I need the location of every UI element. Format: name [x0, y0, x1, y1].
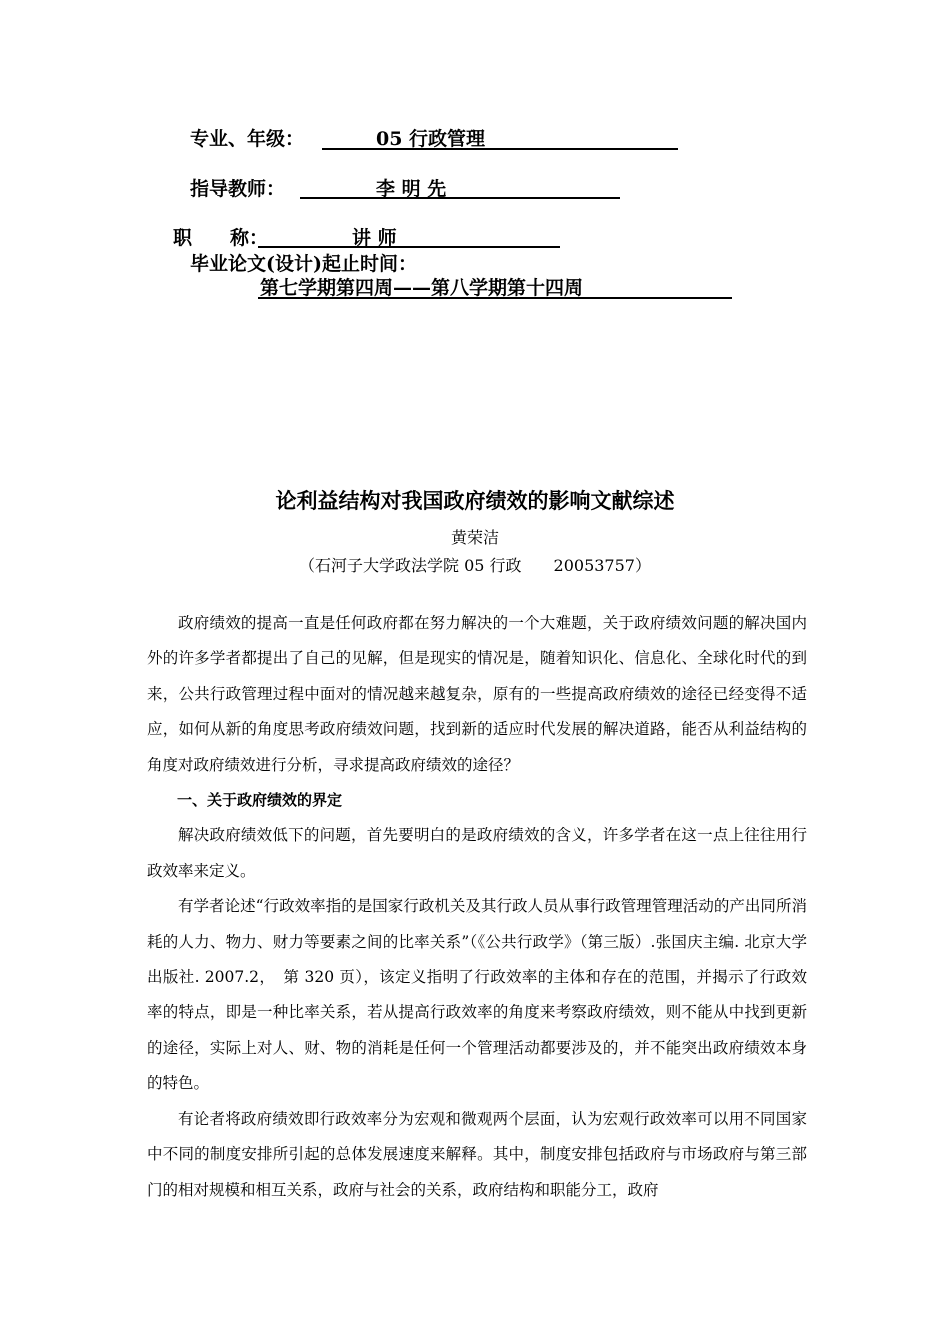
paragraph: 有学者论述“行政效率指的是国家行政机关及其行政人员从事行政管理管理活动的产出同所消耗的人力、物力、财力等要素之间的比率关系”（《公共行政学》（第三版）.张国庆主编. 北京大学出版社. 2007.2， 第 320 页），该定义指明了行政效率的主体和存在的范围，并揭示了行政效率的特点，即是一种比率关系，若从提高行政效率的角度来考察政府绩效，则不能从中找到更新的途径，实际上对人、财、物的消耗是任何一个管理活动都要涉及的，并不能突出政府绩效本身的特色。: [147, 897, 807, 1093]
paragraph: 解决政府绩效低下的问题，首先要明白的是政府绩效的含义，许多学者在这一点上往往用行政效率来定义。: [147, 826, 807, 880]
advisor-label: 指导教师：: [190, 178, 286, 200]
paper-author: 黄荣洁: [450, 528, 499, 547]
advisor-value: 李 明 先: [376, 178, 447, 200]
rank-label: 职 称：: [173, 227, 269, 249]
advisor-underline: [300, 197, 620, 199]
rank-underline: [258, 246, 560, 248]
major-label: 专业、年级：: [190, 128, 305, 150]
major-value: 05 行政管理: [376, 128, 486, 150]
section-heading: 一、关于政府绩效的界定: [177, 791, 343, 810]
paragraph: 政府绩效的提高一直是任何政府都在努力解决的一个大难题，关于政府绩效问题的解决国内外的许多学者都提出了自己的见解，但是现实的情况是，随着知识化、信息化、全球化时代的到来，公共行政管理过程中面对的情况越来越复杂，原有的一些提高政府绩效的途径已经变得不适应，如何从新的角度思考政府绩效问题，找到新的适应时代发展的解决道路，能否从利益结构的角度对政府绩效进行分析，寻求提高政府绩效的途径？: [147, 614, 807, 774]
paper-title: 论利益结构对我国政府绩效的影响文献综述: [275, 489, 675, 513]
period-value: 第七学期第四周——第八学期第十四周: [260, 277, 584, 299]
paper-affiliation: （石河子大学政法学院 05 行政 20053757）: [299, 556, 651, 575]
rank-value: 讲 师: [352, 227, 397, 249]
paragraph: 有论者将政府绩效即行政效率分为宏观和微观两个层面，认为宏观行政效率可以用不同国家中不同的制度安排所引起的总体发展速度来解释。其中，制度安排包括政府与市场政府与第三部门的相对规模和相互关系，政府与社会的关系，政府结构和职能分工，政府: [147, 1109, 807, 1199]
period-label: 毕业论文(设计)起止时间：: [190, 253, 417, 275]
paper-body: [147, 606, 807, 1208]
